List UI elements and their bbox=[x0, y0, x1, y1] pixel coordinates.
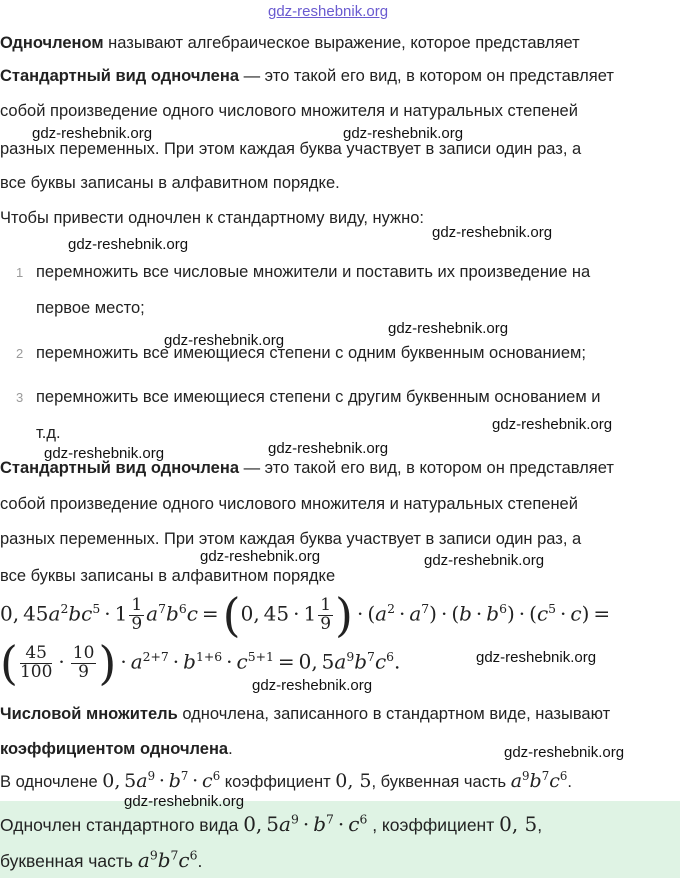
watermark: gdz-reshebnik.org bbox=[124, 793, 245, 810]
step-1-line1: перемножить все числовые множители и поставить их произведение на bbox=[36, 263, 591, 281]
definition-monomial-text: называют алгебраическое выражение, которое представляет bbox=[103, 34, 580, 52]
formula-line-2: ( $\frac{45}{100}$ · $\frac{10}{9}$ ) · $a^{2+7} \cdot b^{1+6} \cdot c^{5+1} = 0$, $5a^9b^7c^6$. bbox=[0, 636, 401, 690]
example-coef: 0, 5 bbox=[335, 770, 372, 792]
definition-monomial bbox=[0, 34, 580, 53]
std-form-line1-text: — это такой его вид, в котором он представляет bbox=[239, 67, 614, 85]
answer-comma: , bbox=[537, 815, 543, 835]
coef-def-line2 bbox=[0, 740, 233, 759]
watermark-top-link[interactable]: gdz-reshebnik.org bbox=[268, 3, 389, 20]
term-monomial: Одночленом bbox=[0, 34, 104, 52]
step-3-number: 3 bbox=[16, 390, 24, 405]
std-form-line4: все буквы записаны в алфавитном порядке. bbox=[0, 174, 340, 192]
term-numeric-factor: Числовой множитель bbox=[0, 705, 178, 723]
answer-monomial: 0, $5a^9 \cdot b^7 \cdot c^6$ bbox=[243, 811, 368, 836]
watermark: gdz-reshebnik.org bbox=[432, 224, 553, 241]
answer-suffix: . bbox=[197, 851, 203, 871]
watermark: gdz-reshebnik.org bbox=[424, 552, 545, 569]
std-form2-line3: разных переменных. При этом каждая буква участвует в записи один раз, а bbox=[0, 530, 582, 548]
std-form-line2: собой произведение одного числового множителя и натуральных степеней bbox=[0, 102, 578, 120]
answer-coef: 0, 5 bbox=[499, 812, 538, 836]
answer-line2-prefix: буквенная часть bbox=[0, 851, 138, 871]
term-std-form-2: Стандартный вид одночлена bbox=[0, 459, 239, 477]
example-mid2: , буквенная часть bbox=[371, 773, 511, 791]
watermark: gdz-reshebnik.org bbox=[44, 445, 165, 462]
std-form2-line2: собой произведение одного числового множителя и натуральных степеней bbox=[0, 495, 578, 513]
std-form-line1 bbox=[0, 67, 614, 86]
coef-def-line1-text: одночлена, записанного в стандартном виде, называют bbox=[177, 705, 611, 723]
watermark: gdz-reshebnik.org bbox=[476, 649, 597, 666]
watermark: gdz-reshebnik.org bbox=[68, 236, 189, 253]
example-mid: коэффициент bbox=[220, 773, 336, 791]
step-3-line1: перемножить все имеющиеся степени с другим буквенным основанием и bbox=[36, 388, 601, 406]
watermark: gdz-reshebnik.org bbox=[492, 416, 613, 433]
std-form2-line4: все буквы записаны в алфавитном порядке bbox=[0, 567, 336, 585]
formula-line-1: 0, $45a^2bc^5 \cdot 1$ $\frac{1}{9}$ $a^7b^6c = (0$, 45 · 1 $\frac{1}{9}$ ) · $(a^2 \cdot a^7) \cdot (b \cdot b^6) \cdot (c^5 \cdot c)$ = bbox=[0, 588, 611, 642]
example-suffix: . bbox=[567, 773, 572, 791]
watermark: gdz-reshebnik.org bbox=[32, 125, 153, 142]
watermark: gdz-reshebnik.org bbox=[268, 440, 389, 457]
answer-prefix: Одночлен стандартного вида bbox=[0, 815, 244, 835]
example-line bbox=[0, 770, 572, 792]
step-2-line1: перемножить все имеющиеся степени с одним буквенным основанием; bbox=[36, 344, 586, 362]
term-coefficient: коэффициентом одночлена bbox=[0, 740, 229, 758]
std-form-line3: разных переменных. При этом каждая буква участвует в записи один раз, а bbox=[0, 140, 582, 158]
coef-def-line2-text: . bbox=[228, 740, 233, 758]
example-monomial: 0, $5a^9 \cdot b^7 \cdot c^6$ bbox=[102, 768, 221, 792]
std-form2-line1-text: — это такой его вид, в котором он представляет bbox=[239, 459, 614, 477]
answer-letter-part: $a^9b^7c^6$ bbox=[137, 847, 198, 872]
answer-mid: , коэффициент bbox=[367, 815, 500, 835]
coef-def-line1 bbox=[0, 705, 610, 724]
answer-line2 bbox=[0, 848, 202, 872]
watermark: gdz-reshebnik.org bbox=[200, 548, 321, 565]
step-3-line2: т.д. bbox=[36, 424, 61, 442]
watermark: gdz-reshebnik.org bbox=[252, 677, 373, 694]
example-prefix: В одночлене bbox=[0, 773, 103, 791]
watermark: gdz-reshebnik.org bbox=[504, 744, 625, 761]
watermark: gdz-reshebnik.org bbox=[388, 320, 509, 337]
watermark: gdz-reshebnik.org bbox=[343, 125, 464, 142]
term-std-form: Стандартный вид одночлена bbox=[0, 67, 239, 85]
step-1-line2: первое место; bbox=[36, 299, 145, 317]
steps-intro: Чтобы привести одночлен к стандартному виду, нужно: bbox=[0, 209, 424, 227]
step-1-number: 1 bbox=[16, 265, 24, 280]
example-letter-part: $a^9b^7c^6$ bbox=[510, 768, 568, 792]
answer-line1 bbox=[0, 812, 542, 836]
step-2-number: 2 bbox=[16, 346, 24, 361]
watermark: gdz-reshebnik.org bbox=[164, 332, 285, 349]
